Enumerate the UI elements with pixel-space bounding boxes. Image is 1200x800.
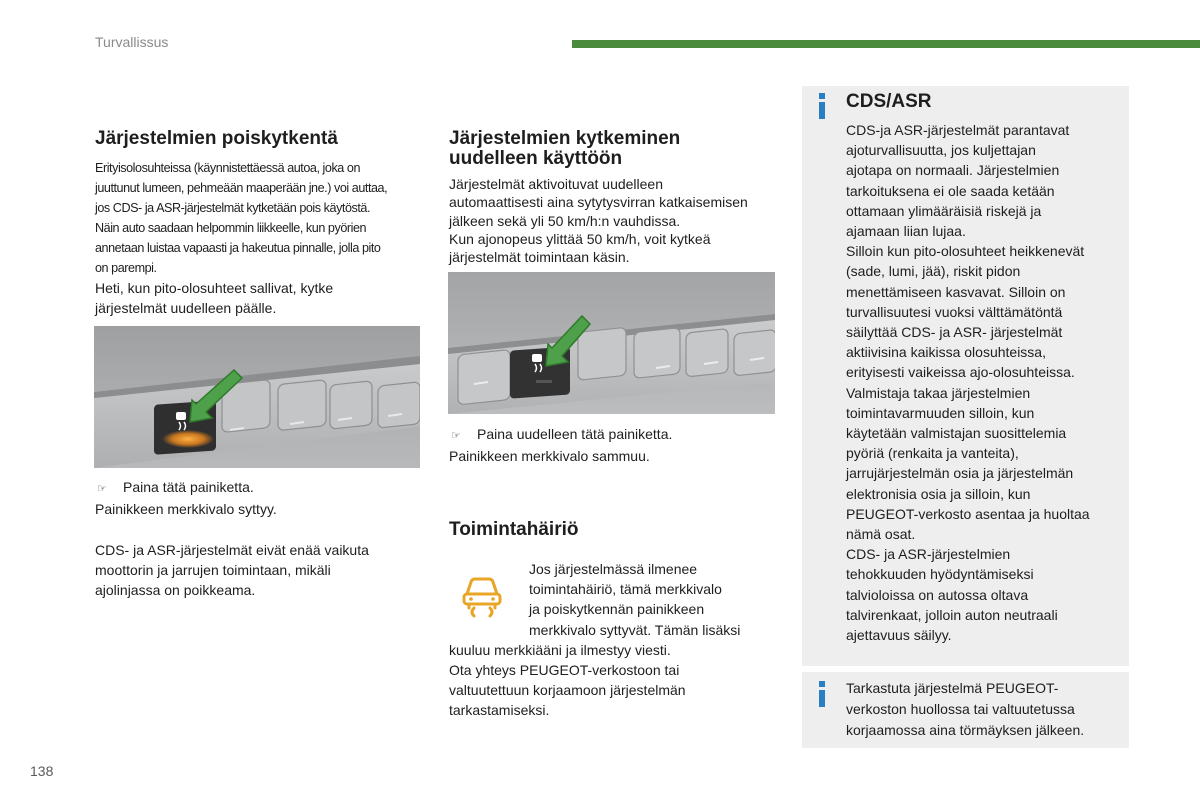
pointer-icon: ☞: [451, 430, 461, 442]
info-line: tarkoituksena ei ole saada ketään: [846, 182, 1055, 199]
intro-line: Erityisolosuhteissa (käynnistettäessä autoa, joka on: [95, 161, 361, 175]
section-disable-systems: [95, 129, 425, 318]
info-box-title: CDS/ASR: [846, 91, 932, 112]
section-title-reenable-line: uudelleen käyttöön: [449, 148, 623, 169]
paragraph-line: valtuutettuun korjaamoon järjestelmän: [449, 682, 686, 699]
info-line: jarrujärjestelmän osia ja järjestelmän: [846, 465, 1074, 482]
intro-line: Näin auto saadaan helpommin liikkeelle, kun pyörien: [95, 221, 367, 235]
paragraph-line: merkkivalo syttyvät. Tämän lisäksi: [529, 621, 741, 638]
info-line: talvirenkaat, jolloin auton neutraali: [846, 606, 1058, 623]
paragraph-line: toimintahäiriö, tämä merkkivalo: [529, 581, 722, 598]
paragraph-line: automaattisesti aina sytytysvirran katkaisemisen: [449, 194, 748, 211]
info-line: (sade, lumi, jää), riskit pidon: [846, 263, 1021, 280]
intro-line: jos CDS- ja ASR-järjestelmät kytketään pois käytöstä.: [95, 201, 371, 215]
section-reenable-systems: [449, 129, 779, 266]
section-label: Turvallissus: [95, 34, 169, 50]
info-line: korjaamossa aina törmäyksen jälkeen.: [846, 722, 1085, 738]
info-icon: [817, 93, 827, 119]
info-line: ajoturvallisuutta, jos kuljettajan: [846, 142, 1036, 159]
info-line: Valmistaja takaa järjestelmien: [846, 384, 1031, 401]
info-line: talvioloissa on autossa oltava: [846, 586, 1029, 603]
skid-warning-icon: [459, 572, 505, 623]
info-line: ottamaan ylimääräisiä riskejä ja: [846, 202, 1042, 219]
paragraph-line: ajolinjassa on poikkeama.: [95, 582, 256, 599]
paragraph-line: Ota yhteys PEUGEOT-verkostoon tai: [449, 662, 680, 679]
info-line: tehokkuuden hyödyntämiseksi: [846, 566, 1034, 583]
reenable-paragraph: [95, 278, 425, 318]
paragraph-line: jälkeen sekä yli 50 km/h:n vauhdissa.: [449, 212, 681, 229]
intro-paragraph: [95, 158, 425, 278]
header-accent-bar: [572, 40, 1200, 48]
paragraph-line: moottorin ja jarrujen toimintaan, mikäli: [95, 562, 331, 579]
intro-line: on parempi.: [95, 261, 157, 275]
paragraph-line: Järjestelmät aktivoituvat uudelleen: [449, 176, 664, 192]
note-text: Paina tätä painiketta.: [123, 479, 254, 495]
info-line: pyöriä (renkaita ja vanteita),: [846, 445, 1019, 462]
info-box-body: [846, 120, 1121, 645]
info-line: ajettavuus säilyy.: [846, 627, 952, 644]
paragraph-line: järjestelmät uudelleen päälle.: [95, 300, 277, 317]
note-result: Painikkeen merkkivalo syttyy.: [95, 501, 277, 517]
info-line: PEUGEOT-verkosto asentaa ja huoltaa: [846, 505, 1090, 522]
info-line: käytetään valmistajan suosittelemia: [846, 425, 1067, 442]
info-box-collision-body: [846, 678, 1121, 741]
paragraph-line: järjestelmät toimintaan käsin.: [449, 249, 630, 266]
paragraph-line: tarkastamiseksi.: [449, 702, 550, 719]
info-line: aktiivisina kaikissa olosuhteissa,: [846, 344, 1046, 361]
note-press-button: [95, 477, 425, 601]
button-photo-off: [94, 326, 420, 468]
info-line: CDS-ja ASR-järjestelmät parantavat: [846, 122, 1070, 138]
paragraph-line: Kun ajonopeus ylittää 50 km/h, voit kytkeä: [449, 230, 711, 247]
effect-paragraph: [95, 540, 425, 601]
info-line: Silloin kun pito-olosuhteet heikkenevät: [846, 243, 1085, 260]
reenable-body: [449, 175, 779, 266]
info-line: menettämiseen kasvavat. Silloin on: [846, 283, 1066, 300]
paragraph-line: Jos järjestelmässä ilmenee: [529, 561, 698, 577]
section-title-disable: Järjestelmien poiskytkentä: [95, 128, 338, 149]
paragraph-line: kuuluu merkkiääni ja ilmestyy viesti.: [449, 641, 671, 658]
page-number: 138: [30, 763, 54, 779]
info-line: ajotapa on normaali. Järjestelmien: [846, 162, 1060, 179]
info-line: säilyttää CDS- ja ASR- järjestelmät: [846, 324, 1063, 341]
section-title-reenable-line: Järjestelmien kytkeminen: [449, 128, 681, 149]
note-line: [449, 424, 779, 446]
paragraph-line: CDS- ja ASR-järjestelmät eivät enää vaikuta: [95, 542, 369, 558]
paragraph-line: ja poiskytkennän painikkeen: [529, 601, 705, 618]
info-line: toimintavarmuuden silloin, kun: [846, 404, 1035, 421]
info-line: elektronisia osia ja silloin, kun: [846, 485, 1031, 502]
info-line: erityisesti vaikeissa ajo-olosuhteissa.: [846, 364, 1075, 381]
info-line: Tarkastuta järjestelmä PEUGEOT-: [846, 680, 1059, 696]
info-line: CDS- ja ASR-järjestelmien: [846, 546, 1011, 563]
info-icon: [817, 681, 827, 707]
note-line: [95, 477, 425, 499]
note-result: Painikkeen merkkivalo sammuu.: [449, 448, 650, 464]
info-line: nämä osat.: [846, 526, 916, 543]
info-line: turvallisuutesi vuoksi välttämätöntä: [846, 303, 1063, 320]
intro-line: juuttunut lumeen, pehmeään maaperään jne.) voi auttaa,: [95, 181, 388, 195]
pointer-icon: ☞: [97, 483, 107, 495]
malfunction-full: [449, 640, 779, 721]
intro-line: annetaan luistaa vapaasti ja hakeutua pinnalle, jolla pito: [95, 241, 381, 255]
paragraph-line: Heti, kun pito-olosuhteet sallivat, kytke: [95, 280, 334, 296]
info-line: verkoston huollossa tai valtuutetussa: [846, 701, 1075, 717]
note-text: Paina uudelleen tätä painiketta.: [477, 426, 673, 442]
section-title-malfunction: Toimintahäiriö: [449, 519, 579, 540]
button-photo-on: [448, 272, 775, 414]
note-press-again: [449, 424, 779, 466]
info-line: ajamaan liian lujaa.: [846, 223, 966, 240]
